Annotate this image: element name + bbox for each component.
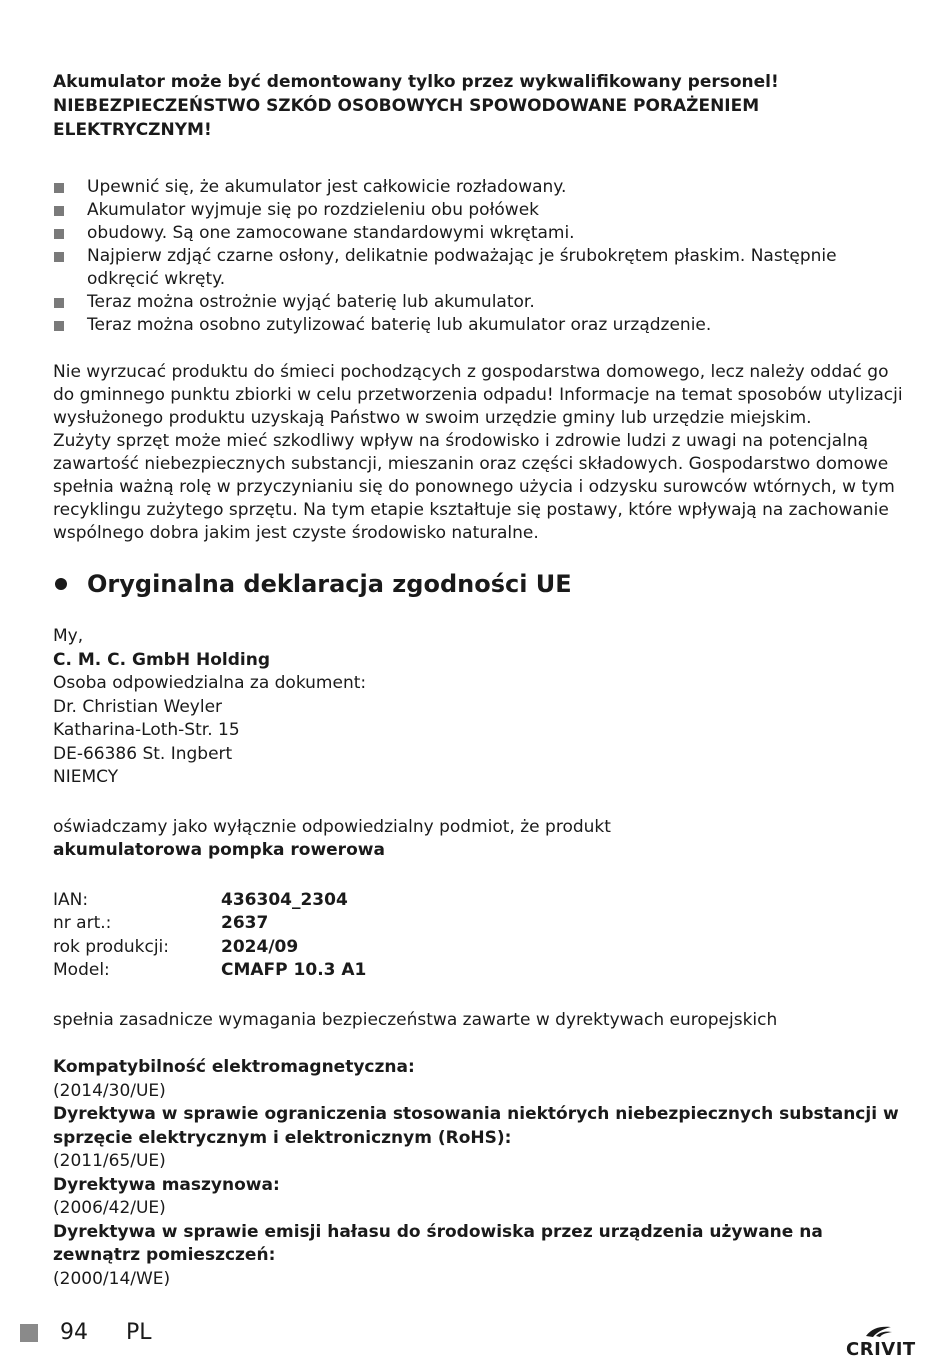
brand-swoosh-icon bbox=[864, 1324, 894, 1338]
responsible-person: Dr. Christian Weyler bbox=[53, 696, 223, 717]
section-title: Oryginalna deklaracja zgodności UE bbox=[87, 570, 572, 598]
warning-block bbox=[53, 70, 903, 142]
spec-label: Model: bbox=[53, 960, 110, 980]
directive-name: Dyrektywa w sprawie emisji hałasu do środowiska przez urządzenia używane na zewnątrz pomieszczeń: bbox=[53, 1221, 823, 1265]
address-we: My, bbox=[53, 626, 84, 646]
warning-line-1: Akumulator może być demontowany tylko przez wykwalifikowany personel! bbox=[53, 72, 779, 92]
responsible-label: Osoba odpowiedzialna za dokument: bbox=[53, 673, 367, 693]
list-item-text: Teraz można osobno zutylizować baterię lub akumulator oraz urządzenie. bbox=[87, 315, 712, 335]
product-name: akumulatorowa pompka rowerowa bbox=[53, 840, 385, 860]
directive-code: (2014/30/UE) bbox=[53, 1080, 166, 1101]
product-specs bbox=[53, 889, 903, 983]
warning-line-2: NIEBEZPIECZEŃSTWO SZKÓD OSOBOWYCH SPOWODOWANE PORAŻENIEM ELEKTRYCZNYM! bbox=[53, 96, 760, 140]
spec-value: 2024/09 bbox=[221, 936, 299, 957]
address-country: NIEMCY bbox=[53, 767, 119, 787]
spec-row bbox=[53, 912, 903, 936]
requirements-statement: spełnia zasadnicze wymagania bezpieczeństwa zawarte w dyrektywach europejskich bbox=[53, 1009, 778, 1030]
square-bullet-icon bbox=[54, 206, 64, 216]
disposal-text-2: Zużyty sprzęt może mieć szkodliwy wpływ na środowisko i zdrowie ludzi z uwagi na potencjalną zawartość niebezpiecznych substancji, mieszanin oraz części składowych. Gospodarstwo domowe spełnia ważną rolę w przyczynianiu się do ponownego użycia i odzysku surowców wtórnych, w tym recyklingu zużytego sprzętu. Na tym etapie kształtuje się postawy, które wpływają na zachowanie wspólnego dobra jakim jest czyste środowisko naturalne. bbox=[53, 431, 895, 543]
list-item-text: Najpierw zdjąć czarne osłony, delikatnie podważając je śrubokrętem płaskim. Następnie odkręcić wkręty. bbox=[87, 246, 837, 289]
spec-label: rok produkcji: bbox=[53, 936, 170, 957]
directives-list bbox=[53, 1056, 903, 1291]
list-item bbox=[53, 314, 903, 337]
declaration-text: oświadczamy jako wyłącznie odpowiedzialny podmiot, że produkt bbox=[53, 816, 611, 837]
spec-label: nr art.: bbox=[53, 913, 112, 933]
list-item-text: Upewnić się, że akumulator jest całkowicie rozładowany. bbox=[87, 177, 567, 197]
declaration-statement bbox=[53, 816, 903, 863]
bullet-dot-icon bbox=[55, 578, 67, 590]
spec-row bbox=[53, 936, 903, 960]
list-item-text: obudowy. Są one zamocowane standardowymi wkrętami. bbox=[87, 223, 575, 243]
directive-code: (2006/42/UE) bbox=[53, 1198, 166, 1218]
steps-list bbox=[53, 176, 903, 337]
spec-row bbox=[53, 959, 903, 983]
square-bullet-icon bbox=[54, 298, 64, 308]
address-street: Katharina-Loth-Str. 15 bbox=[53, 720, 240, 740]
list-item bbox=[53, 222, 903, 245]
directive-code: (2000/14/WE) bbox=[53, 1268, 171, 1289]
spec-value: CMAFP 10.3 A1 bbox=[221, 960, 367, 980]
disposal-paragraph bbox=[53, 361, 903, 545]
language-code: PL bbox=[126, 1320, 152, 1345]
spec-value: 2637 bbox=[221, 913, 269, 933]
list-item bbox=[53, 291, 903, 314]
page-content bbox=[53, 70, 903, 1291]
brand-wordmark: CRIVIT bbox=[846, 1339, 916, 1360]
list-item-text: Akumulator wyjmuje się po rozdzieleniu obu połówek bbox=[87, 200, 540, 220]
page-number: 94 bbox=[60, 1320, 88, 1345]
square-bullet-icon bbox=[54, 229, 64, 239]
address-city: DE-66386 St. Ingbert bbox=[53, 743, 233, 764]
spec-row bbox=[53, 889, 903, 913]
section-heading bbox=[53, 569, 903, 599]
square-bullet-icon bbox=[54, 321, 64, 331]
directive-name: Dyrektywa w sprawie ograniczenia stosowania niektórych niebezpiecznych substancji w sprzęcie elektrycznym i elektronicznym (RoHS): bbox=[53, 1104, 899, 1148]
brand-logo bbox=[846, 1324, 916, 1360]
directive-code: (2011/65/UE) bbox=[53, 1151, 166, 1171]
list-item-text: Teraz można ostrożnie wyjąć baterię lub akumulator. bbox=[87, 292, 535, 312]
company-name: C. M. C. GmbH Holding bbox=[53, 649, 270, 670]
directive-name: Dyrektywa maszynowa: bbox=[53, 1174, 280, 1195]
page-footer bbox=[20, 1320, 152, 1345]
square-bullet-icon bbox=[54, 252, 64, 262]
directive-name: Kompatybilność elektromagnetyczna: bbox=[53, 1057, 415, 1077]
list-item bbox=[53, 176, 903, 199]
footer-square-icon bbox=[20, 1324, 38, 1342]
manufacturer-address bbox=[53, 625, 903, 790]
list-item bbox=[53, 199, 903, 222]
disposal-text-1: Nie wyrzucać produktu do śmieci pochodzących z gospodarstwa domowego, lecz należy oddać go do gminnego punktu zbiorki w celu przetworzenia odpadu! Informacje na temat sposobów utylizacji wysłużonego produktu uzyskają Państwo w swoim urzędzie gminy lub urzędzie miejskim. bbox=[53, 362, 903, 428]
list-item bbox=[53, 245, 903, 291]
spec-value: 436304_2304 bbox=[221, 889, 348, 910]
square-bullet-icon bbox=[54, 183, 64, 193]
spec-label: IAN: bbox=[53, 889, 89, 910]
